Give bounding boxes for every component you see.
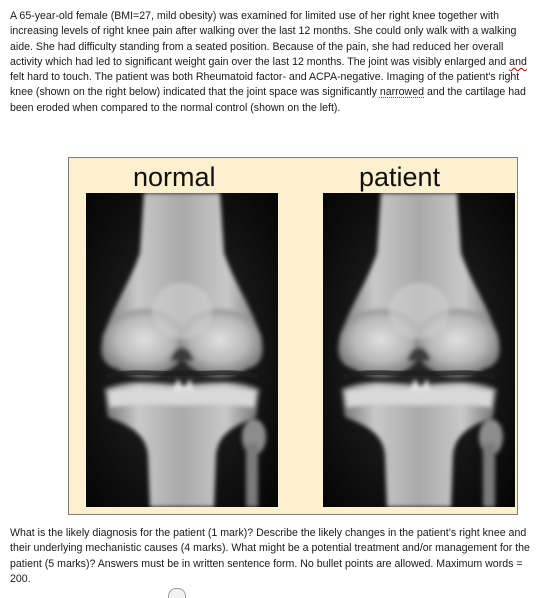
- patient-knee-xray-image: [323, 193, 515, 507]
- normal-knee-xray-image: [86, 193, 278, 507]
- patient-label: patient: [359, 162, 441, 192]
- case-description: [10, 9, 532, 116]
- xray-comparison-figure: [68, 157, 518, 515]
- scroll-handle-icon[interactable]: [168, 588, 186, 598]
- case-text-part-1: A 65-year-old female (BMI=27, mild obesity) was examined for limited use of her right knee together with increasing levels of right knee pain after walking over the last 12 months. She could only walk with a walking aide. She had difficulty standing from a seated position. Because of the pain, she had reduced her overall activity which had led to significant weight gain over the last 12 months. The joint was visibly enlarged and: [10, 10, 517, 68]
- grammar-flagged-word[interactable]: narrowed: [379, 86, 424, 99]
- spelling-flagged-word[interactable]: and: [509, 55, 527, 68]
- case-text-part-3: and the cartilage had been eroded when compared to the normal control (shown on the left).: [10, 86, 526, 114]
- normal-label: normal: [133, 162, 216, 192]
- case-text-part-2: felt hard to touch. The patient was both Rheumatoid factor- and ACPA-negative. Imaging of the patient's right knee (shown on the right below) indicated that the joint space was significantly: [10, 71, 520, 99]
- assessment-question: What is the likely diagnosis for the patient (1 mark)? Describe the likely changes in the patient’s right knee and their underlying mechanistic causes (4 marks). What might be a potential treatment and/or management for the patient (5 marks)? Answers must be in written sentence form. No bullet points are allowed. Maximum words = 200.: [10, 527, 530, 585]
